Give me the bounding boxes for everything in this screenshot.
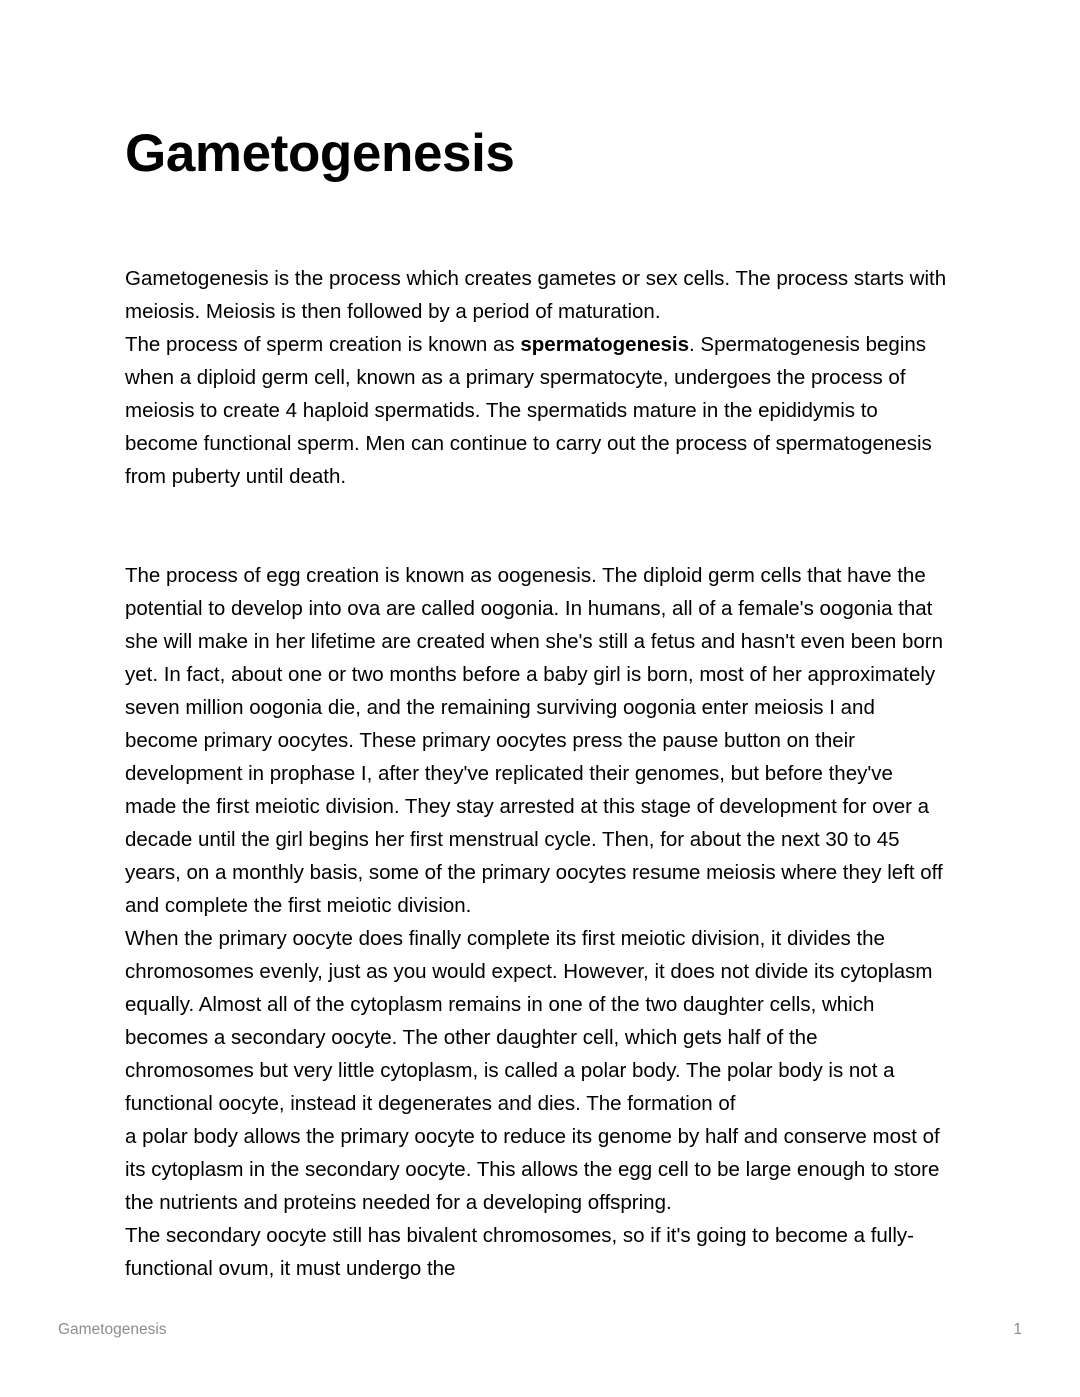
footer-page-number: 1 xyxy=(1013,1321,1022,1338)
paragraph-secondary-oocyte: The secondary oocyte still has bivalent chromosomes, so if it's going to become a fully-functional ovum, it must undergo the xyxy=(125,1224,914,1280)
paragraph-polar-body: When the primary oocyte does finally complete its first meiotic division, it divides the chromosomes evenly, just as you would expect. However, it does not divide its cytoplasm equally. Almost all of the cytoplasm remains in one of the two daughter cells, which becomes a secondary oocyte. The other daughter cell, which gets half of the chromosomes but very little cytoplasm, is called a polar body. The polar body is not a functional oocyte, instead it degenerates and dies. The formation of xyxy=(125,927,933,1115)
paragraph-conserve: a polar body allows the primary oocyte to reduce its genome by half and conserve most of its cytoplasm in the secondary oocyte. This allows the egg cell to be large enough to store the nutrients and proteins needed for a developing offspring. xyxy=(125,1125,940,1214)
paragraph-intro-line-2-prefix: The process of sperm creation is known as xyxy=(125,333,521,356)
page-footer xyxy=(58,1318,1022,1342)
paragraph-intro-line-2-suffix: . Spermatogenesis begins when a diploid germ cell, known as a primary spermatocyte, undergoes the process of meiosis to create 4 haploid spermatids. The spermatids mature in the epididymis to become functional sperm. Men can continue to carry out the process of spermatogenesis from puberty until death. xyxy=(125,333,932,488)
paragraph-spacer xyxy=(125,493,949,559)
paragraph-intro xyxy=(125,262,949,493)
term-spermatogenesis: spermatogenesis xyxy=(520,333,689,356)
page-title: Gametogenesis xyxy=(125,124,515,183)
paragraph-oogenesis: The process of egg creation is known as oogenesis. The diploid germ cells that have the potential to develop into ova are called oogonia. In humans, all of a female's oogonia that she will make in her lifetime are created when she's still a fetus and hasn't even been born yet. In fact, about one or two months before a baby girl is born, most of her approximately seven million oogonia die, and the remaining surviving oogonia enter meiosis I and become primary oocytes. These primary oocytes press the pause button on their development in prophase I, after they've replicated their genomes, but before they've made the first meiotic division. They stay arrested at this stage of development for over a decade until the girl begins her first menstrual cycle. Then, for about the next 30 to 45 years, on a monthly basis, some of the primary oocytes resume meiosis where they left off and complete the first meiotic division. xyxy=(125,564,944,917)
footer-document-title: Gametogenesis xyxy=(58,1321,167,1338)
paragraph-intro-line-1: Gametogenesis is the process which creates gametes or sex cells. The process starts with meiosis. Meiosis is then followed by a period of maturation. xyxy=(125,267,947,323)
document-body xyxy=(125,262,949,1285)
